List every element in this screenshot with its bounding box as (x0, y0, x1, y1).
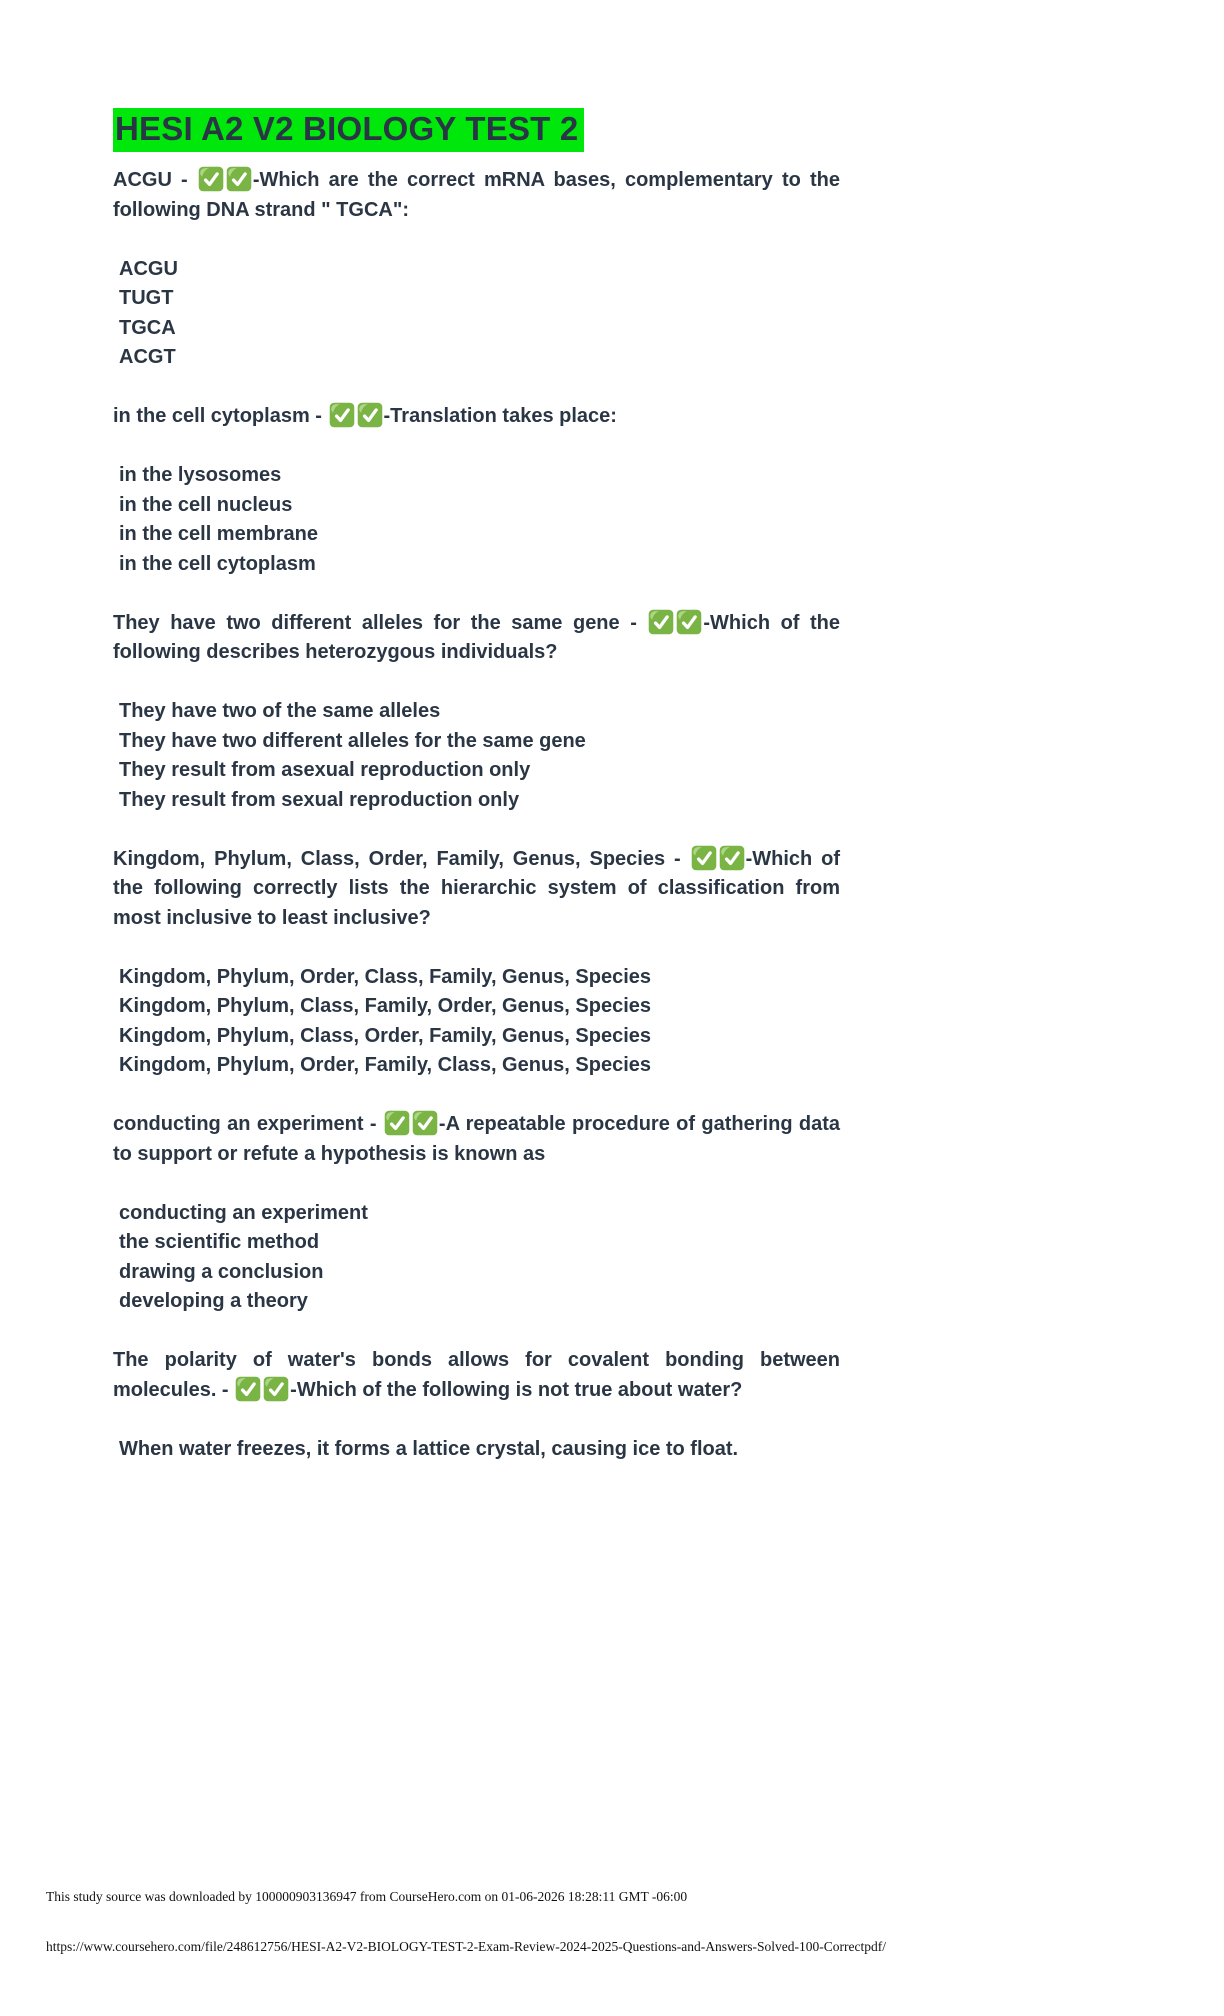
download-note: This study source was downloaded by 100000903136947 from CourseHero.com on 01-06-2026 18:28:11 GMT -06:00 (46, 1889, 688, 1904)
page-title (113, 108, 840, 152)
option: TGCA (119, 316, 176, 339)
question-3 (113, 609, 840, 668)
options-list (113, 697, 840, 815)
option: drawing a conclusion (119, 1260, 324, 1283)
option: Kingdom, Phylum, Class, Order, Family, Genus, Species (119, 1024, 652, 1047)
option: in the cell membrane (119, 523, 318, 545)
option: Kingdom, Phylum, Order, Family, Class, Genus, Species (119, 1054, 652, 1076)
options-list (113, 1435, 840, 1465)
option: in the cell nucleus (119, 493, 293, 516)
check-mark-icon (691, 845, 717, 871)
question-answer: conducting an experiment - (113, 1113, 383, 1135)
check-mark-icon (235, 1376, 261, 1402)
check-mark-icon (263, 1376, 289, 1402)
option: They have two different alleles for the same gene (119, 729, 586, 752)
question-prompt: -A repeatable procedure of gathering data to support or refute a hypothesis is known as (113, 1113, 841, 1165)
question-prompt: -Which are the correct mRNA bases, complementary to the following DNA strand " TGCA": (113, 169, 840, 221)
option: ACGT (119, 346, 176, 368)
question-1 (113, 166, 840, 225)
option: TUGT (119, 287, 174, 309)
question-answer: The polarity of water's bonds allows for covalent bonding between molecules. - (113, 1349, 840, 1401)
option: in the cell cytoplasm (119, 552, 316, 575)
document-page (113, 108, 840, 1494)
check-mark-icon (676, 609, 702, 635)
options-list (113, 461, 840, 579)
question-answer: in the cell cytoplasm - (113, 405, 328, 427)
option: Kingdom, Phylum, Class, Family, Order, Genus, Species (119, 995, 652, 1017)
check-mark-icon (384, 1110, 410, 1136)
options-list (113, 963, 840, 1081)
question-prompt: -Which of the following describes heterozygous individuals? (113, 611, 840, 663)
check-mark-icon (226, 166, 252, 192)
question-5 (113, 1110, 840, 1169)
option: developing a theory (119, 1290, 308, 1312)
question-answer: Kingdom, Phylum, Class, Order, Family, Genus, Species - (113, 847, 690, 870)
option: conducting an experiment (119, 1201, 368, 1224)
source-url-link[interactable]: https://www.coursehero.com/file/248612756/HESI-A2-V2-BIOLOGY-TEST-2-Exam-Review-2024-2025-Questions-and-Answers-Solved-100-Correctpdf/ (46, 1939, 886, 1954)
page-title-highlight: HESI A2 V2 BIOLOGY TEST 2 (113, 108, 584, 152)
options-list (113, 1199, 840, 1317)
option: They have two of the same alleles (119, 700, 441, 722)
question-2 (113, 402, 840, 432)
option: ACGU (119, 257, 178, 280)
question-answer: They have two different alleles for the same gene - (113, 611, 648, 634)
option: in the lysosomes (119, 464, 282, 486)
check-mark-icon (357, 402, 383, 428)
question-answer: ACGU - (113, 169, 197, 191)
option: They result from sexual reproduction only (119, 788, 520, 811)
option: When water freezes, it forms a lattice crystal, causing ice to float. (119, 1437, 739, 1460)
question-prompt: -Translation takes place: (383, 405, 617, 427)
check-mark-icon (198, 166, 224, 192)
check-mark-icon (719, 845, 745, 871)
question-prompt: -Which of the following correctly lists the hierarchic system of classification from most inclusive to least inclusive? (113, 847, 840, 929)
options-list (113, 255, 840, 373)
check-mark-icon (412, 1110, 438, 1136)
check-mark-icon (329, 402, 355, 428)
question-prompt: -Which of the following is not true about water? (290, 1378, 743, 1401)
option: the scientific method (119, 1231, 320, 1253)
question-6 (113, 1346, 840, 1405)
option: Kingdom, Phylum, Order, Class, Family, Genus, Species (119, 965, 652, 988)
question-4 (113, 845, 840, 934)
check-mark-icon (648, 609, 674, 635)
option: They result from asexual reproduction only (119, 759, 531, 781)
